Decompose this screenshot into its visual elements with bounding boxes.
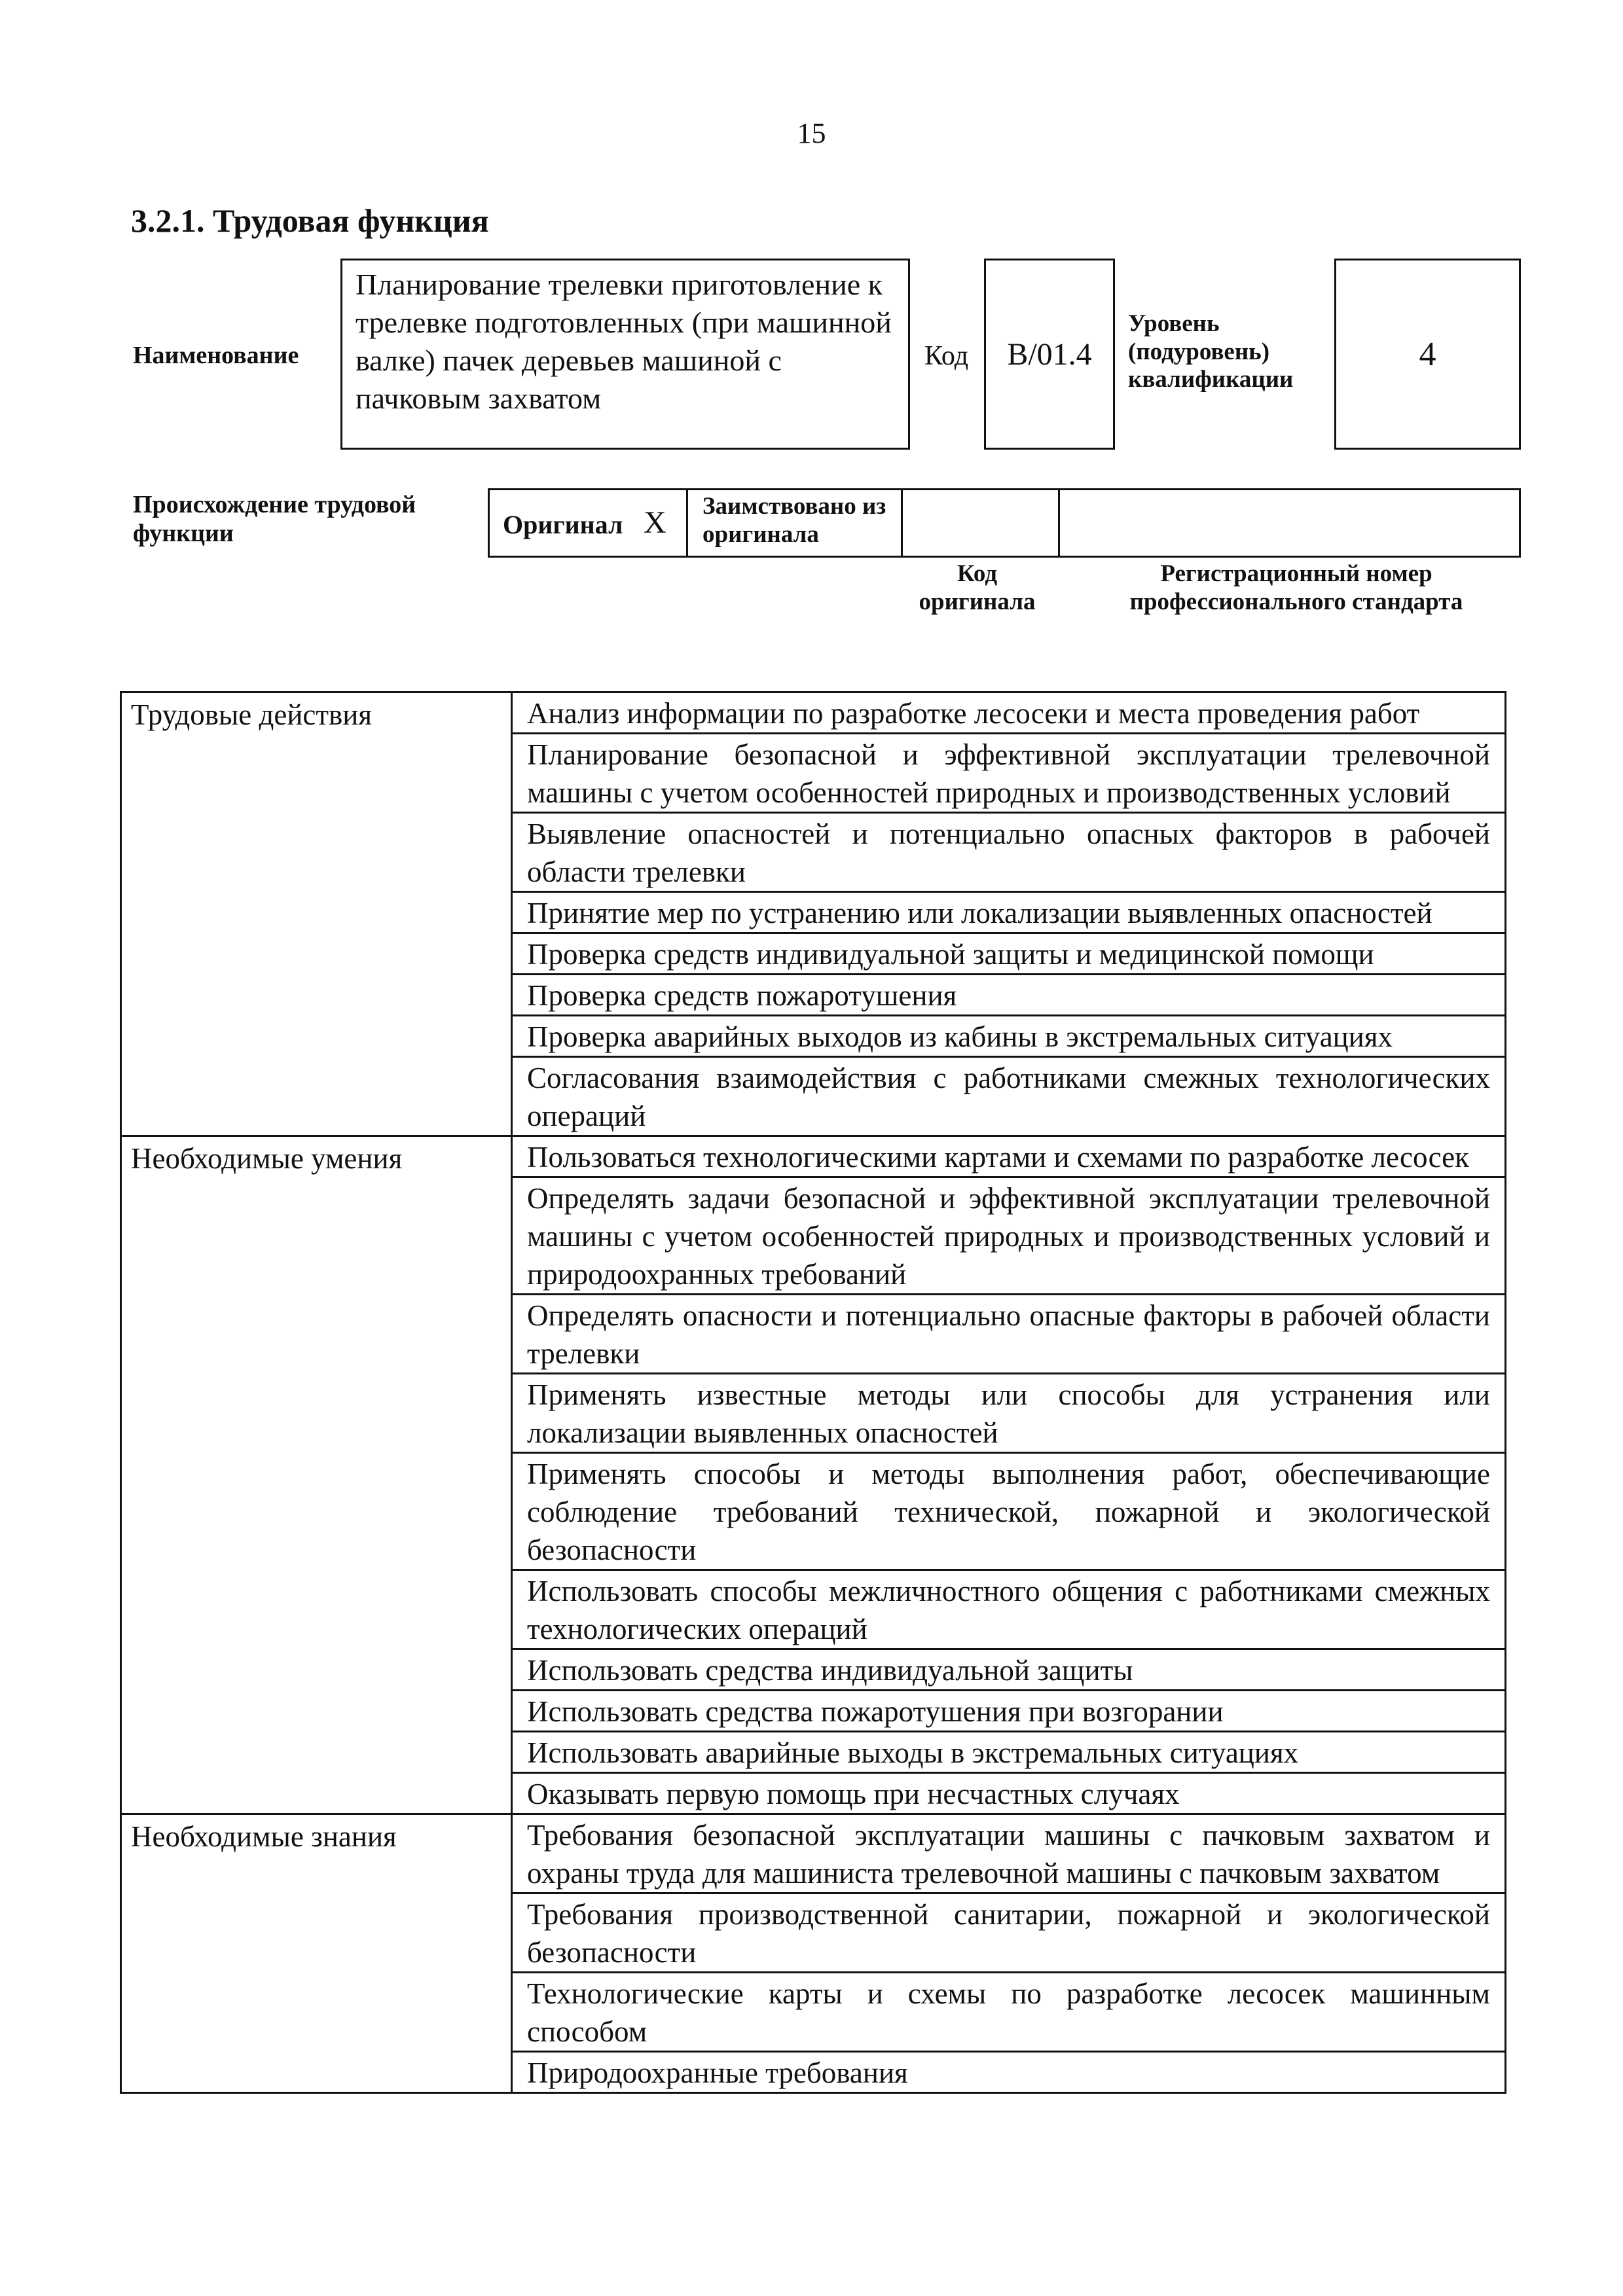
- list-item: Проверка аварийных выходов из кабины в экстремальных ситуациях: [512, 1016, 1506, 1057]
- section-title-cell: Необходимые знания: [121, 1814, 512, 2093]
- list-item: Требования безопасной эксплуатации машины с пачковым захватом и охраны труда для машиниста трелевочной машины с пачковым захватом: [512, 1814, 1506, 1893]
- section-title-cell: Трудовые действия: [121, 692, 512, 1136]
- table-row: [121, 1814, 1506, 1893]
- list-item: Технологические карты и схемы по разработке лесосек машинным способом: [512, 1973, 1506, 2052]
- list-item: Природоохранные требования: [512, 2052, 1506, 2093]
- name-label: Наименование: [133, 342, 299, 369]
- divider: [686, 488, 688, 558]
- original-mark: X: [644, 505, 666, 540]
- divider: [901, 488, 903, 558]
- functions-table: [120, 691, 1506, 2094]
- origin-label: Происхождение трудовой функции: [133, 491, 416, 547]
- origin-row: [488, 488, 1521, 558]
- original-label: Оригинал: [503, 510, 623, 539]
- original-code-caption: Код оригинала: [919, 560, 1036, 615]
- level-value: 4: [1334, 259, 1521, 450]
- list-item: Проверка средств индивидуальной защиты и медицинской помощи: [512, 933, 1506, 975]
- section-title: 3.2.1. Трудовая функция: [131, 202, 489, 239]
- table-row: [121, 1136, 1506, 1177]
- list-item: Определять опасности и потенциально опасные факторы в рабочей области трелевки: [512, 1295, 1506, 1374]
- borrowed-label: Заимствовано из оригинала: [702, 493, 886, 548]
- page-number: 15: [797, 117, 826, 149]
- name-value: Планирование трелевки приготовление к трелевке подготовленных (при машинной валке) пачек деревьев машиной с пачковым захватом: [340, 259, 910, 450]
- level-label: Уровень (подуровень) квалификации: [1128, 310, 1294, 393]
- list-item: Определять задачи безопасной и эффективной эксплуатации трелевочной машины с учетом особенностей природных и производственных условий и природоохранных требований: [512, 1177, 1506, 1295]
- divider: [1058, 488, 1060, 558]
- list-item: Выявление опасностей и потенциально опасных факторов в рабочей области трелевки: [512, 813, 1506, 892]
- list-item: Пользоваться технологическими картами и схемами по разработке лесосек: [512, 1136, 1506, 1177]
- list-item: Планирование безопасной и эффективной эксплуатации трелевочной машины с учетом особенностей природных и производственных условий: [512, 734, 1506, 813]
- list-item: Анализ информации по разработке лесосеки и места проведения работ: [512, 692, 1506, 734]
- list-item: Использовать средства пожаротушения при возгорании: [512, 1691, 1506, 1732]
- reg-number-caption: Регистрационный номер профессионального стандарта: [1129, 560, 1463, 615]
- list-item: Проверка средств пожаротушения: [512, 975, 1506, 1016]
- list-item: Согласования взаимодействия с работниками смежных технологических операций: [512, 1057, 1506, 1136]
- code-value: B/01.4: [984, 259, 1115, 450]
- section-title-cell: Необходимые умения: [121, 1136, 512, 1814]
- list-item: Использовать аварийные выходы в экстремальных ситуациях: [512, 1732, 1506, 1773]
- table-row: [121, 692, 1506, 734]
- code-label: Код: [924, 341, 969, 371]
- list-item: Применять известные методы или способы для устранения или локализации выявленных опасностей: [512, 1374, 1506, 1453]
- list-item: Применять способы и методы выполнения работ, обеспечивающие соблюдение требований технической, пожарной и экологической безопасности: [512, 1453, 1506, 1570]
- list-item: Оказывать первую помощь при несчастных случаях: [512, 1773, 1506, 1814]
- list-item: Использовать способы межличностного общения с работниками смежных технологических операций: [512, 1570, 1506, 1649]
- list-item: Требования производственной санитарии, пожарной и экологической безопасности: [512, 1893, 1506, 1973]
- list-item: Принятие мер по устранению или локализации выявленных опасностей: [512, 892, 1506, 933]
- list-item: Использовать средства индивидуальной защиты: [512, 1649, 1506, 1691]
